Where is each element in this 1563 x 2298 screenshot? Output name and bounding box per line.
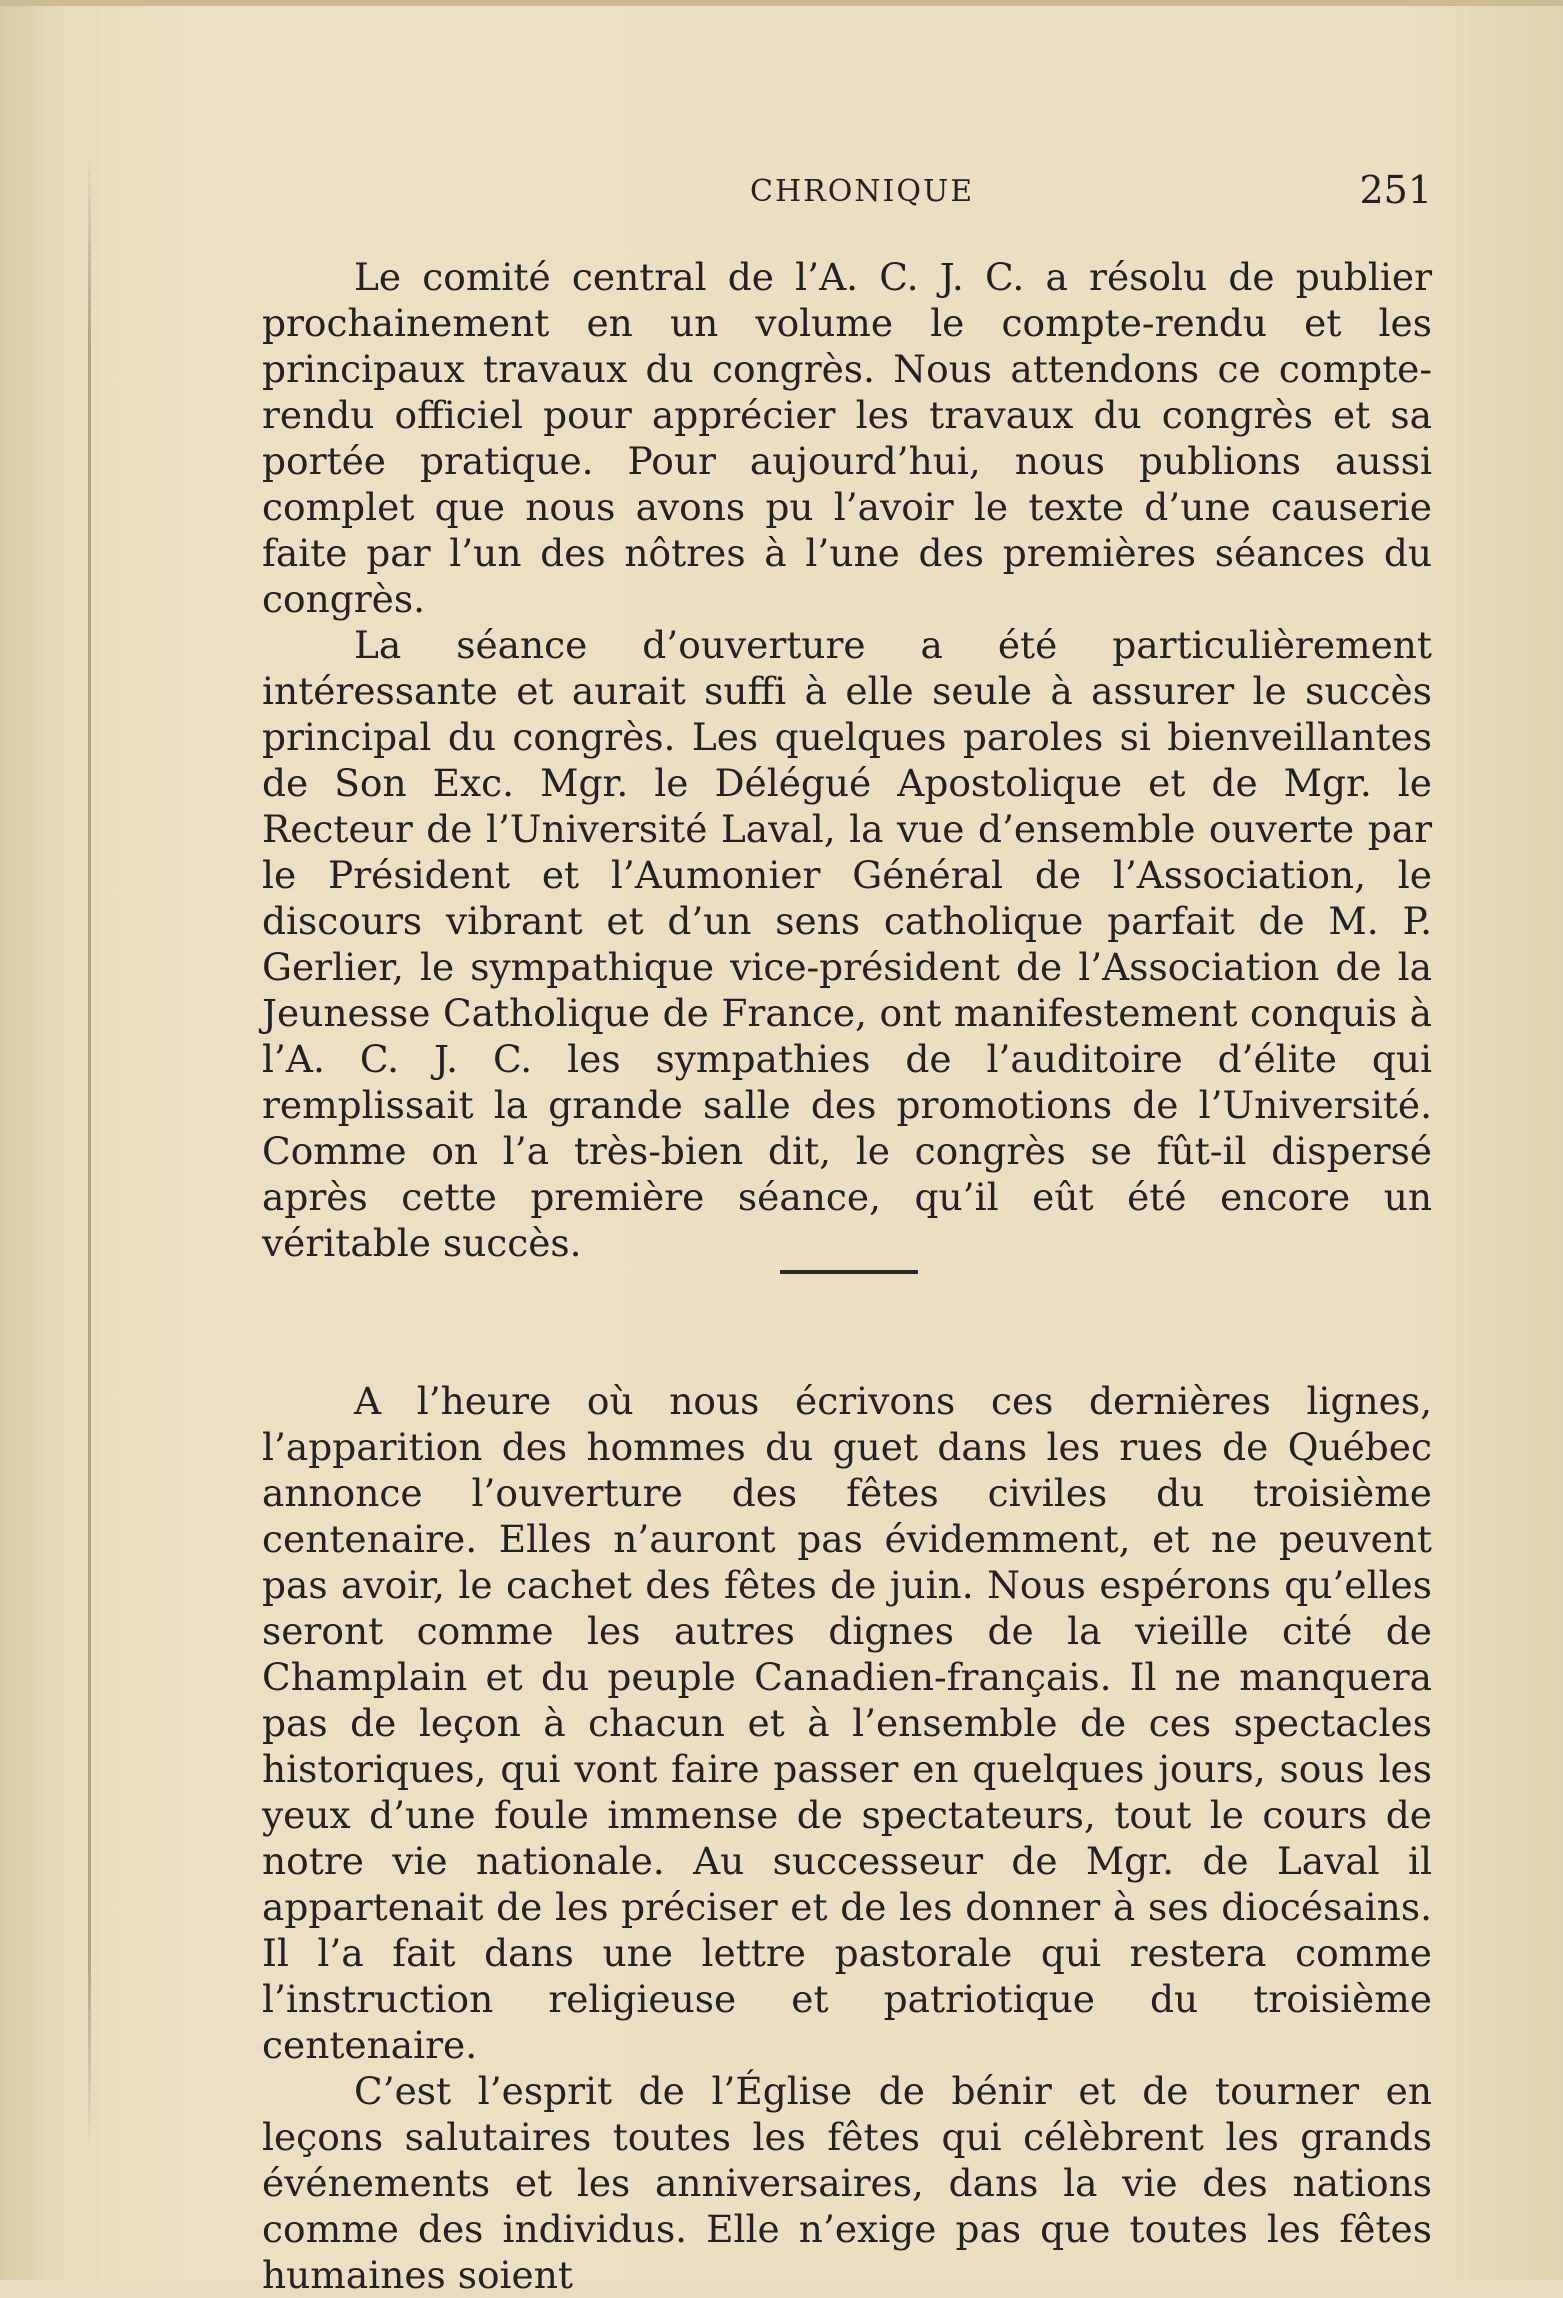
section-divider — [780, 1270, 918, 1274]
paragraph: La séance d’ouverture a été particulièrement intéressante et aurait suffi à elle seule à assurer le succès principal du congrès. Les quelques paroles si bienveillantes de Son Exc. Mgr. le Délégué Apostolique et de Mgr. le Recteur de l’Université Laval, la vue d’ensemble ouverte par le Président et l’Aumonier Général de l’Association, le discours vibrant et d’un sens catholique parfait de M. P. Gerlier, le sympathique vice-président de l’Association de la Jeunesse Catholique de France, ont manifestement conquis à l’A. C. J. C. les sympathies de l’auditoire d’élite qui remplissait la grande salle des promotions de l’Université. Comme on l’a très-bien dit, le congrès se fût-il dispersé après cette première séance, qu’il eût été encore un véritable succès. — [262, 623, 1432, 1265]
section-centenary — [262, 1378, 1432, 2298]
paragraph: A l’heure où nous écrivons ces dernières lignes, l’apparition des hommes du guet dans les rues de Québec annonce l’ouverture des fêtes civiles du troisième centenaire. Elles n’auront pas évidemment, et ne peuvent pas avoir, le cachet des fêtes de juin. Nous espérons qu’elles seront comme les autres dignes de la vieille cité de Champlain et du peuple Canadien-français. Il ne manquera pas de leçon à chacun et à l’ensemble de ces spectacles historiques, qui vont faire passer en quelques jours, sous les yeux d’une foule immense de spectateurs, tout le cours de notre vie nationale. Au successeur de Mgr. de Laval il appartenait de les préciser et de les donner à ses diocésains. Il l’a fait dans une lettre pastorale qui restera comme l’instruction religieuse et patriotique du troisième centenaire. — [262, 1379, 1432, 2067]
paragraph: Le comité central de l’A. C. J. C. a résolu de publier prochainement en un volume le compte-rendu et les principaux travaux du congrès. Nous attendons ce compte-rendu officiel pour apprécier les travaux du congrès et sa portée pratique. Pour aujourd’hui, nous publions aussi complet que nous avons pu l’avoir le texte d’une causerie faite par l’un des nôtres à l’une des premières séances du congrès. — [262, 255, 1432, 621]
page-top-edge — [0, 0, 1563, 6]
section-congress — [262, 254, 1432, 1266]
page-header — [262, 168, 1432, 218]
running-head: CHRONIQUE — [750, 174, 975, 209]
paragraph: C’est l’esprit de l’Église de bénir et de tourner en leçons salutaires toutes les fêtes qui célèbrent les grands événements et les anniversaires, dans la vie des nations comme des individus. Elle n’exige pas que toutes les fêtes humaines soient — [262, 2069, 1432, 2297]
page-number: 251 — [1359, 168, 1432, 212]
binding-gutter — [88, 150, 91, 2150]
